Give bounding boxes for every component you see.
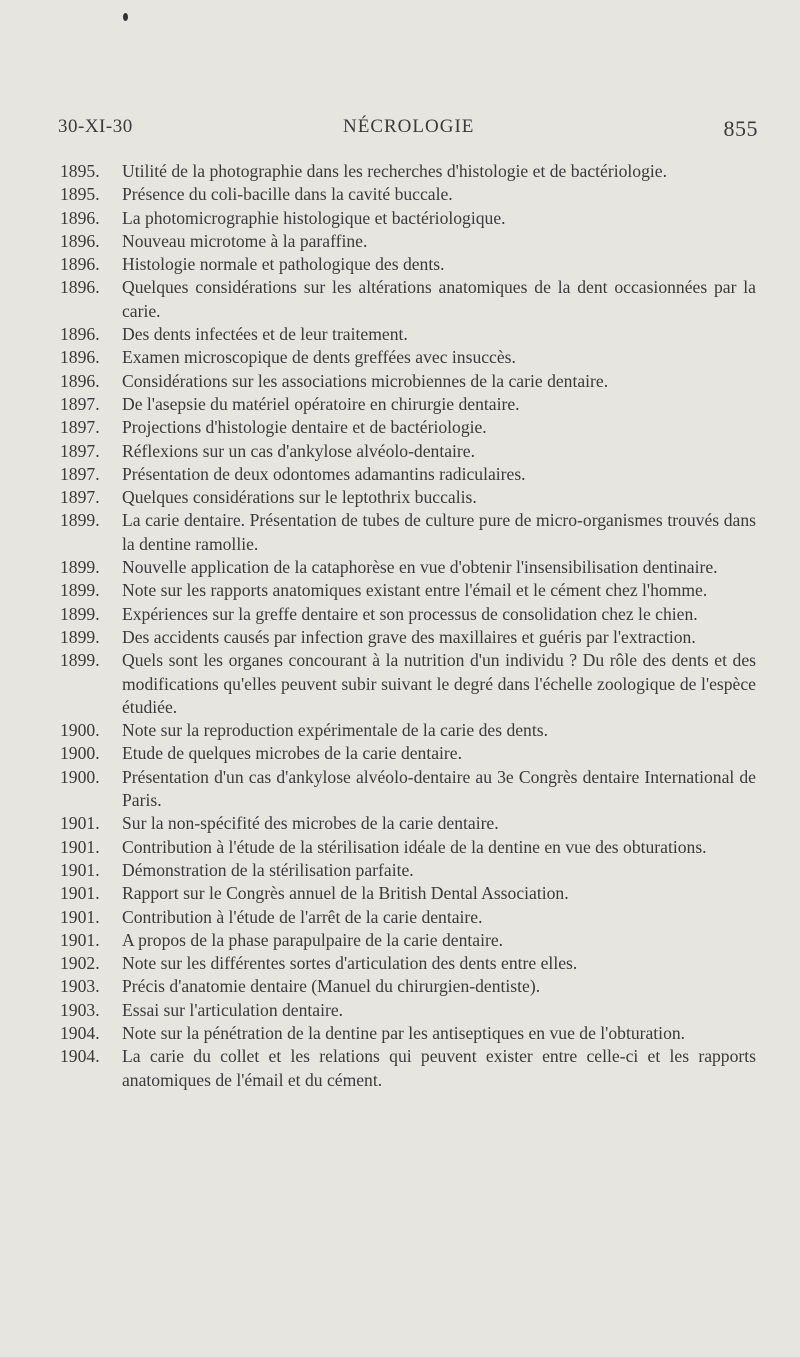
entry-year: 1896.: [60, 254, 100, 275]
entry-title: Quels sont les organes concourant à la nutrition d'un individu ? Du rôle des dents et des modifications qu'elles peuvent subir suivant le degré dans l'échelle zoologique de l'espèce étudiée.: [122, 650, 756, 717]
bibliography-entry: [60, 766, 756, 813]
entry-year: 1904.: [60, 1022, 100, 1043]
bibliography-entry: [60, 579, 756, 602]
entry-year: 1896.: [60, 207, 100, 228]
bibliography-entry: [60, 276, 756, 323]
entry-title: Note sur la reproduction expérimentale de la carie des dents.: [122, 720, 548, 741]
entry-title: Réflexions sur un cas d'ankylose alvéolo-dentaire.: [122, 440, 475, 461]
entry-title: Nouveau microtome à la paraffine.: [122, 230, 368, 251]
entry-title: Présentation d'un cas d'ankylose alvéolo-dentaire au 3e Congrès dentaire International de Paris.: [122, 766, 756, 811]
entry-title: Des dents infectées et de leur traitement.: [122, 324, 408, 345]
entry-year: 1896.: [60, 370, 100, 391]
entry-title: Présentation de deux odontomes adamantins radiculaires.: [122, 463, 526, 484]
bibliography-entry: [60, 952, 756, 975]
entry-title: Utilité de la photographie dans les recherches d'histologie et de bactériologie.: [122, 161, 667, 181]
bibliography-entry: [60, 742, 756, 765]
bibliography-entry: [60, 160, 756, 183]
bibliography-entry: [60, 509, 756, 556]
entry-year: 1903.: [60, 999, 100, 1020]
entry-title: Expériences sur la greffe dentaire et son processus de consolidation chez le chien.: [122, 603, 698, 624]
entry-title: Précis d'anatomie dentaire (Manuel du chirurgien-dentiste).: [122, 976, 541, 997]
entry-title: Note sur la pénétration de la dentine par les antiseptiques en vue de l'obturation.: [122, 1022, 686, 1043]
entry-year: 1897.: [60, 417, 100, 438]
entry-title: Contribution à l'étude de l'arrêt de la carie dentaire.: [122, 906, 483, 927]
bibliography-entry: [60, 649, 756, 719]
bibliography-entry: [60, 486, 756, 509]
entry-title: Considérations sur les associations microbiennes de la carie dentaire.: [122, 370, 609, 391]
entry-title: Nouvelle application de la cataphorèse en vue d'obtenir l'insensibilisation dentinaire.: [122, 557, 718, 578]
entry-title: La carie du collet et les relations qui peuvent exister entre celle-ci et les rapports anatomiques de l'émail et du cément.: [122, 1046, 756, 1090]
entry-year: 1900.: [60, 766, 100, 787]
entry-year: 1895.: [60, 161, 100, 181]
bibliography-entry: [60, 416, 756, 439]
bibliography-entry: [60, 183, 756, 206]
bibliography-entry: [60, 556, 756, 579]
header-title: NÉCROLOGIE: [343, 116, 475, 137]
bibliography-entry: [60, 929, 756, 952]
bibliography-entry: [60, 626, 756, 649]
bibliography-entry: [60, 999, 756, 1022]
bibliography-entry: [60, 906, 756, 929]
entry-year: 1899.: [60, 626, 100, 647]
entry-year: 1904.: [60, 1046, 100, 1067]
bibliography-entry: [60, 603, 756, 626]
entry-title: Essai sur l'articulation dentaire.: [122, 999, 344, 1020]
entry-title: Sur la non-spécifité des microbes de la carie dentaire.: [122, 813, 499, 834]
entry-year: 1899.: [60, 603, 100, 624]
entry-year: 1895.: [60, 184, 100, 205]
entry-title: Note sur les rapports anatomiques existant entre l'émail et le cément chez l'homme.: [122, 580, 708, 601]
entry-year: 1901.: [60, 883, 100, 904]
entry-title: Examen microscopique de dents greffées avec insuccès.: [122, 347, 516, 368]
entry-title: Quelques considérations sur le leptothrix buccalis.: [122, 487, 477, 508]
header-date: 30-XI-30: [58, 116, 133, 137]
entry-year: 1899.: [60, 580, 100, 601]
bibliography-entry: [60, 393, 756, 416]
ink-speck: [123, 13, 128, 21]
running-header: [58, 116, 758, 146]
entry-year: 1896.: [60, 230, 100, 251]
bibliography-entry: [60, 230, 756, 253]
bibliography-entry: [60, 323, 756, 346]
entry-year: 1903.: [60, 976, 100, 997]
entry-year: 1902.: [60, 953, 100, 974]
bibliography-entry: [60, 207, 756, 230]
bibliography-entry: [60, 719, 756, 742]
bibliography-entry: [60, 463, 756, 486]
entry-year: 1897.: [60, 487, 100, 508]
entry-title: A propos de la phase parapulpaire de la carie dentaire.: [122, 929, 504, 950]
bibliography-entry: [60, 253, 756, 276]
entry-year: 1899.: [60, 557, 100, 578]
bibliography-entry: [60, 975, 756, 998]
entry-year: 1900.: [60, 720, 100, 741]
entry-title: Note sur les différentes sortes d'articulation des dents entre elles.: [122, 953, 578, 974]
bibliography-entry: [60, 1022, 756, 1045]
entry-title: Quelques considérations sur les altérations anatomiques de la dent occasionnées par la carie.: [122, 277, 756, 321]
entry-year: 1897.: [60, 393, 100, 414]
entry-year: 1901.: [60, 813, 100, 834]
bibliography-entry: [60, 346, 756, 369]
bibliography-entry: [60, 812, 756, 835]
entry-year: 1896.: [60, 324, 100, 345]
entry-title: Projections d'histologie dentaire et de bactériologie.: [122, 417, 487, 438]
entry-year: 1899.: [60, 510, 100, 531]
entry-title: La carie dentaire. Présentation de tubes de culture pure de micro-organismes trouvés dans la dentine ramollie.: [122, 510, 756, 554]
entry-year: 1896.: [60, 277, 100, 298]
page-number: 855: [723, 116, 758, 141]
entry-year: 1899.: [60, 650, 100, 671]
entry-title: Rapport sur le Congrès annuel de la British Dental Association.: [122, 883, 569, 904]
entry-year: 1897.: [60, 463, 100, 484]
entry-title: La photomicrographie histologique et bactériologique.: [122, 207, 506, 228]
bibliography-entry: [60, 836, 756, 859]
bibliography-entry: [60, 882, 756, 905]
entry-title: Contribution à l'étude de la stérilisation idéale de la dentine en vue des obturations.: [122, 836, 707, 857]
entry-title: Des accidents causés par infection grave des maxillaires et guéris par l'extraction.: [122, 626, 696, 647]
entry-year: 1897.: [60, 440, 100, 461]
entry-year: 1901.: [60, 929, 100, 950]
entry-title: Présence du coli-bacille dans la cavité buccale.: [122, 184, 453, 205]
bibliography-list: [60, 160, 756, 1092]
bibliography-entry: [60, 1045, 756, 1092]
entry-year: 1896.: [60, 347, 100, 368]
bibliography-entry: [60, 370, 756, 393]
entry-year: 1900.: [60, 743, 100, 764]
bibliography-entry: [60, 859, 756, 882]
bibliography-entry: [60, 440, 756, 463]
entry-title: Etude de quelques microbes de la carie dentaire.: [122, 743, 462, 764]
entry-title: Démonstration de la stérilisation parfaite.: [122, 859, 414, 880]
entry-year: 1901.: [60, 906, 100, 927]
entry-title: Histologie normale et pathologique des dents.: [122, 254, 445, 275]
entry-title: De l'asepsie du matériel opératoire en chirurgie dentaire.: [122, 393, 520, 414]
entry-year: 1901.: [60, 836, 100, 857]
entry-year: 1901.: [60, 859, 100, 880]
